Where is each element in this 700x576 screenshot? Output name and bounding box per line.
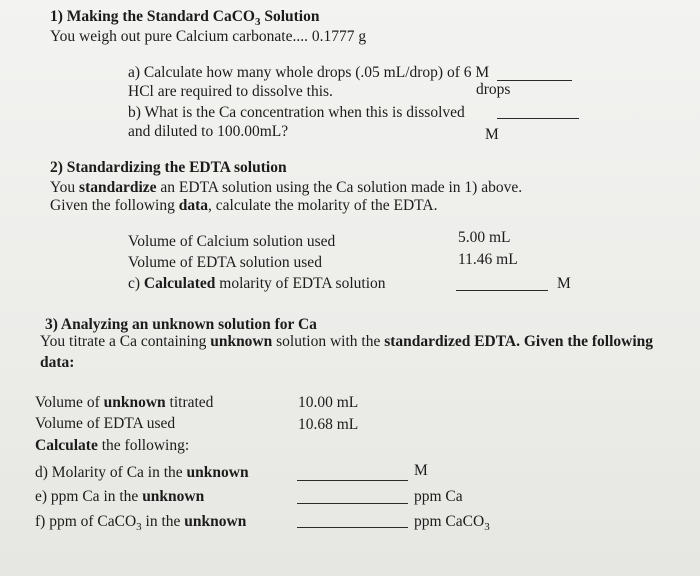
question-d: d) Molarity of Ca in the unknown: [35, 464, 249, 481]
s3-row2-label: Volume of EDTA used: [35, 415, 176, 432]
question-f-unit: ppm CaCO$_3$: [414, 513, 490, 534]
question-a-unit: drops: [476, 81, 511, 98]
s2-row1-label: Volume of Calcium solution used: [128, 233, 336, 250]
question-b-line2: and diluted to 100.00mL?: [128, 123, 289, 140]
section1-intro: You weigh out pure Calcium carbonate.... 0.1777 g: [50, 28, 367, 45]
s3-calculate-label: Calculate the following:: [35, 437, 190, 454]
question-c-unit: M: [557, 275, 571, 292]
s3-row1-value: 10.00 mL: [298, 394, 359, 411]
section2-title: 2) Standardizing the EDTA solution: [50, 159, 287, 176]
question-f: f) ppm of CaCO$_3$ in the unknown: [35, 513, 247, 534]
question-b-unit: M: [485, 126, 499, 143]
section1-title: 1) Making the Standard CaCO$_3$ Solution: [50, 8, 320, 29]
s3-row2-value: 10.68 mL: [298, 416, 359, 433]
question-e-answer-blank: [297, 503, 408, 504]
section3-intro1: You titrate a Ca containing unknown solution with the standardized EDTA. Given the following: [40, 333, 654, 350]
s2-row1-value: 5.00 mL: [458, 229, 511, 246]
section2-intro1: You standardize an EDTA solution using the Ca solution made in 1) above.: [50, 179, 523, 196]
section3-intro2: data:: [40, 354, 75, 371]
question-e: e) ppm Ca in the unknown: [35, 488, 205, 505]
s2-row2-label: Volume of EDTA solution used: [128, 254, 322, 271]
question-b-line1: b) What is the Ca concentration when this is dissolved: [128, 104, 465, 121]
s3-row1-label: Volume of unknown titrated: [35, 394, 214, 411]
question-a-line1: a) Calculate how many whole drops (.05 mL/drop) of 6 M: [128, 64, 490, 81]
question-c: c) Calculated molarity of EDTA solution: [128, 275, 386, 292]
question-e-unit: ppm Ca: [414, 488, 463, 505]
section2-intro2: Given the following data, calculate the molarity of the EDTA.: [50, 197, 438, 214]
question-d-unit: M: [414, 462, 428, 479]
question-d-answer-blank: [297, 480, 408, 481]
question-b-answer-blank: [497, 118, 579, 119]
s2-row2-value: 11.46 mL: [458, 251, 518, 268]
section3-title: 3) Analyzing an unknown solution for Ca: [45, 316, 317, 333]
question-f-answer-blank: [297, 527, 408, 528]
question-a-line2: HCl are required to dissolve this.: [128, 83, 333, 100]
question-c-answer-blank: [456, 290, 548, 291]
